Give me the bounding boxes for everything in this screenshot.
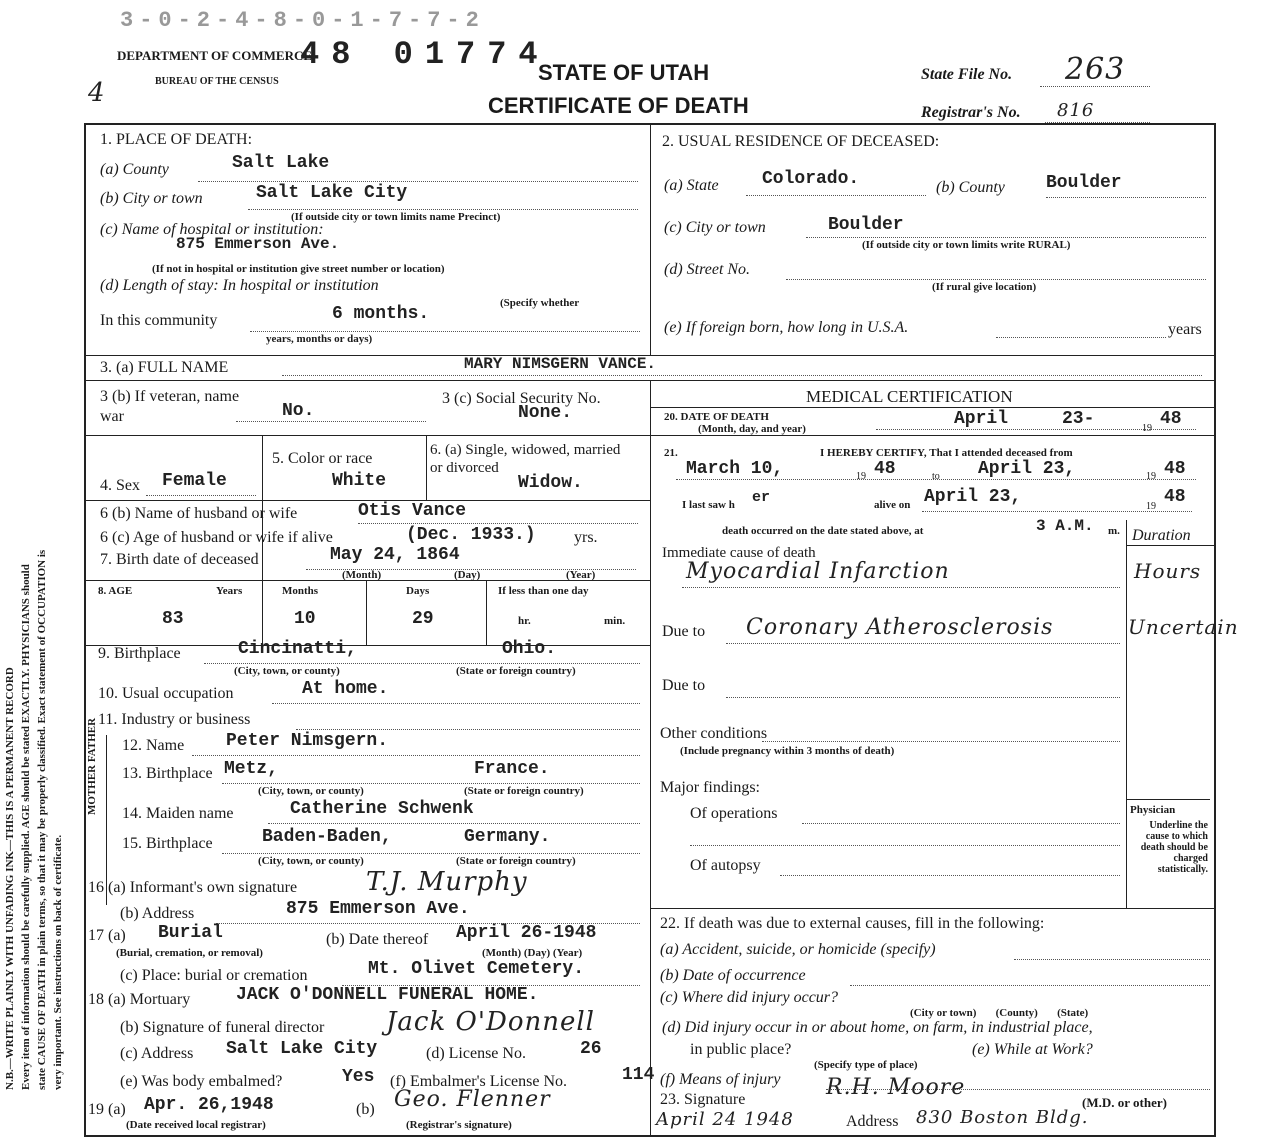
burial-place-label: (c) Place: burial or cremation [120, 967, 308, 984]
mother-birth-label: 15. Birthplace [122, 835, 213, 852]
physician-address-label: Address [846, 1113, 899, 1130]
alive-on-label: alive on [874, 499, 911, 511]
certify-number: 21. [664, 447, 678, 459]
hospital-label: (c) Name of hospital or institution: [100, 221, 324, 238]
community-label: In this community [100, 312, 218, 329]
informant-address-label: (b) Address [120, 905, 195, 922]
residence-heading: 2. USUAL RESIDENCE OF DECEASED: [662, 133, 940, 150]
mother-birth-country: Germany. [464, 827, 551, 847]
mortuary-value: JACK O'DONNELL FUNERAL HOME. [236, 985, 539, 1005]
physician-box-title: Physician [1130, 804, 1176, 816]
external-heading: 22. If death was due to external causes, fill in the following: [660, 915, 1045, 932]
res-foreign-label: (e) If foreign born, how long in U.S.A. [664, 319, 909, 336]
sidebar-line-3: state CAUSE OF DEATH in plain terms, so that it may be properly classified. Exact statement of OCCUPATION is [36, 549, 48, 1090]
department-heading: DEPARTMENT OF COMMERCE [117, 48, 313, 63]
mother-birth-city: Baden-Baden, [262, 827, 392, 847]
maiden-label: 14. Maiden name [122, 805, 234, 822]
hospital-note: (If not in hospital or institution give street number or location) [152, 263, 445, 275]
director-signature: Jack O'Donnell [386, 1007, 595, 1037]
res-years-label: years [1168, 321, 1202, 338]
father-name-value: Peter Nimsgern. [226, 731, 389, 751]
hospital-value: 875 Emmerson Ave. [176, 235, 340, 253]
maiden-value: Catherine Schwenk [290, 799, 474, 819]
sidebar-instructions [0, 100, 64, 1090]
city-value: Salt Lake City [256, 183, 408, 203]
father-name-label: 12. Name [122, 737, 185, 754]
death-year-prefix: 19 [1142, 423, 1152, 434]
bureau-heading: BUREAU OF THE CENSUS [155, 76, 279, 87]
license-value: 26 [580, 1039, 602, 1059]
registrar-row-label: 19 (a) [88, 1101, 126, 1118]
res-city-note: (If outside city or town limits write RURAL) [862, 239, 1071, 251]
father-birth-label: 13. Birthplace [122, 765, 213, 782]
physician-sig-label: 23. Signature [660, 1091, 746, 1108]
alive-year-prefix: 19 [1146, 501, 1156, 512]
father-birth-country: France. [474, 759, 550, 779]
father-state-note: (State or foreign country) [464, 785, 584, 797]
birth-month-note: (Month) [342, 569, 382, 581]
mother-city-note: (City, town, or county) [258, 855, 364, 867]
embalmer-label: (f) Embalmer's License No. [390, 1073, 568, 1090]
father-birth-city: Metz, [224, 759, 279, 779]
res-street-label: (d) Street No. [664, 261, 751, 278]
mortuary-address-label: (c) Address [120, 1045, 194, 1062]
physician-md-note: (M.D. or other) [1082, 1095, 1167, 1110]
res-county-value: Boulder [1046, 173, 1122, 193]
ssn-value: None. [518, 403, 573, 423]
years-note: years, months or days) [266, 333, 373, 345]
physician-box-text: Underline the cause to which death should be charged statistically. [1140, 820, 1208, 875]
external-c-note: (City or town) (County) (State) [910, 1007, 1089, 1019]
mortuary-address: Salt Lake City [226, 1039, 378, 1059]
external-specify: (Specify type of place) [814, 1059, 918, 1071]
last-saw-label: I last saw h [682, 499, 735, 511]
county-value: Salt Lake [232, 153, 330, 173]
external-d2: in public place? [690, 1041, 792, 1058]
alive-year: 48 [1164, 487, 1186, 507]
res-county-label: (b) County [936, 179, 1005, 196]
embalmed-value: Yes [342, 1067, 375, 1087]
lt-day-label: If less than one day [498, 585, 589, 597]
from-year: 48 [874, 459, 896, 479]
autopsy-label: Of autopsy [690, 857, 761, 874]
registrar-date-note: (Date received local registrar) [126, 1119, 266, 1131]
death-date-note: (Month, day, and year) [698, 423, 806, 435]
registrar-date: Apr. 26,1948 [144, 1095, 274, 1115]
parents-side-label: MOTHER FATHER [86, 717, 98, 815]
immediate-value: Myocardial Infarction [686, 559, 950, 584]
city-note: (If outside city or town limits name Precinct) [291, 211, 501, 223]
embalmed-label: (e) Was body embalmed? [120, 1073, 283, 1090]
state-file-label: State File No. [921, 66, 1013, 83]
ssn-label: 3 (c) Social Security No. [442, 390, 601, 407]
father-city-note: (City, town, or county) [258, 785, 364, 797]
mother-state-note: (State or foreign country) [456, 855, 576, 867]
res-state-label: (a) State [664, 177, 719, 194]
death-year: 48 [1160, 409, 1182, 429]
spouse-age-value: (Dec. 1933.) [406, 525, 536, 545]
due-to-duration: Uncertain [1128, 615, 1239, 639]
immediate-duration: Hours [1134, 559, 1202, 583]
occurred-label: death occurred on the date stated above, at [722, 525, 924, 537]
years-label: Years [216, 585, 243, 597]
res-city-value: Boulder [828, 215, 904, 235]
operations-label: Of operations [690, 805, 778, 822]
death-date-label: 20. DATE OF DEATH [664, 411, 769, 423]
death-month: April [954, 409, 1009, 429]
time-suffix: m. [1108, 525, 1120, 537]
external-e: (e) While at Work? [972, 1041, 1093, 1058]
burial-place: Mt. Olivet Cemetery. [368, 959, 585, 979]
spouse-label: 6 (b) Name of husband or wife [100, 505, 298, 522]
res-city-label: (c) City or town [664, 219, 766, 236]
veteran-value: No. [282, 401, 315, 421]
immediate-label: Immediate cause of death [662, 545, 816, 561]
spouse-age-label: 6 (c) Age of husband or wife if alive [100, 529, 333, 546]
major-label: Major findings: [660, 779, 760, 796]
community-value: 6 months. [332, 304, 430, 324]
birth-year-note: (Year) [566, 569, 596, 581]
sidebar-line-1: N.B.—WRITE PLAINLY WITH UNFADING INK—THIS IS A PERMANENT RECORD [4, 667, 16, 1090]
medical-heading: MEDICAL CERTIFICATION [806, 387, 1013, 406]
marital-label: 6. (a) Single, widowed, married or divorced [430, 442, 621, 476]
months-label: Months [282, 585, 319, 597]
sex-value: Female [162, 471, 227, 491]
physician-sig-date: April 24 1948 [656, 1109, 794, 1130]
registrar-label: Registrar's No. [921, 104, 1021, 121]
external-a: (a) Accident, suicide, or homicide (specify) [660, 941, 936, 958]
due-to-value: Coronary Atherosclerosis [746, 615, 1054, 640]
res-rural-note: (If rural give location) [932, 281, 1037, 293]
bp-state-note: (State or foreign country) [456, 665, 576, 677]
sidebar-line-2: Every item of information should be carefully supplied. AGE should be stated EXACTLY. PHYSICIANS should [20, 564, 32, 1090]
place-of-death-heading: 1. PLACE OF DEATH: [100, 131, 253, 148]
county-label: (a) County [100, 161, 169, 178]
time-value: 3 A.M. [1036, 517, 1094, 535]
state-file-number: 263 [1065, 52, 1126, 87]
other-note: (Include pregnancy within 3 months of death) [680, 745, 895, 757]
informant-sig-label: 16 (a) Informant's own signature [88, 879, 298, 896]
burial-date: April 26-1948 [456, 923, 597, 943]
burial-note: (Burial, cremation, or removal) [116, 947, 263, 959]
stay-label: (d) Length of stay: In hospital or institution [100, 277, 379, 294]
external-f: (f) Means of injury [660, 1071, 781, 1088]
top-faded-number: 3-0-2-4-8-0-1-7-7-2 [120, 8, 485, 33]
age-days: 29 [412, 609, 434, 629]
duration-label: Duration [1132, 527, 1191, 544]
res-state-value: Colorado. [762, 169, 860, 189]
burial-label: 17 (a) [88, 927, 126, 944]
registrar-sig-note: (Registrar's signature) [406, 1119, 512, 1131]
license-label: (d) License No. [426, 1045, 526, 1062]
alive-date: April 23, [924, 487, 1022, 507]
to-label: to [932, 471, 940, 482]
due-to-label: Due to [662, 623, 706, 640]
state-title: STATE OF UTAH [538, 60, 710, 85]
certify-text: I HEREBY CERTIFY, That I attended deceased from [820, 447, 1073, 459]
burial-date-note: (Month) (Day) (Year) [482, 947, 583, 959]
due-to2-label: Due to [662, 677, 706, 694]
birth-value: May 24, 1864 [330, 545, 460, 565]
certificate-title: CERTIFICATE OF DEATH [488, 93, 749, 118]
birth-label: 7. Birth date of deceased [100, 551, 259, 568]
city-label: (b) City or town [100, 190, 203, 207]
from-date: March 10, [686, 459, 784, 479]
physician-address: 830 Boston Bldg. [916, 1107, 1089, 1128]
registrar-sig-label: (b) [356, 1101, 375, 1118]
registrar-number: 816 [1057, 100, 1095, 121]
veteran-label: 3 (b) If veteran, name war [100, 388, 240, 425]
full-name-value: MARY NIMSGERN VANCE. [464, 355, 657, 373]
burial-value: Burial [158, 923, 223, 943]
bp-city-note: (City, town, or county) [234, 665, 340, 677]
full-name-label: 3. (a) FULL NAME [100, 359, 229, 376]
industry-label: 11. Industry or business [98, 711, 251, 728]
age-label: 8. AGE [98, 585, 133, 597]
birthplace-city: Cincinatti, [238, 639, 357, 659]
spouse-value: Otis Vance [358, 501, 467, 521]
sidebar-line-4: very important. See instructions on back of certificate. [52, 834, 64, 1090]
mortuary-label: 18 (a) Mortuary [88, 991, 191, 1008]
days-label: Days [406, 585, 430, 597]
birth-day-note: (Day) [454, 569, 481, 581]
age-years: 83 [162, 609, 184, 629]
birthplace-label: 9. Birthplace [98, 645, 181, 662]
from-year-prefix: 19 [856, 471, 866, 482]
color-value: White [332, 471, 387, 491]
informant-signature: T.J. Murphy [366, 867, 528, 897]
other-label: Other conditions [660, 725, 768, 742]
director-sig-label: (b) Signature of funeral director [120, 1019, 325, 1036]
last-saw-suffix: er [752, 489, 771, 506]
death-day: 23- [1062, 409, 1095, 429]
external-b: (b) Date of occurrence [660, 967, 806, 984]
burial-date-label: (b) Date thereof [326, 931, 429, 948]
to-year-prefix: 19 [1146, 471, 1156, 482]
stamp-number: 48 01774 [300, 36, 550, 73]
registrar-signature: Geo. Flenner [394, 1087, 551, 1112]
specify-note: (Specify whether [500, 297, 580, 309]
certificate-form [84, 123, 1239, 1137]
page-number: 4 [88, 78, 106, 108]
hr-label: hr. [518, 615, 531, 627]
min-label: min. [604, 615, 626, 627]
sex-label: 4. Sex [100, 477, 140, 494]
occupation-label: 10. Usual occupation [98, 685, 234, 702]
to-year: 48 [1164, 459, 1186, 479]
external-c: (c) Where did injury occur? [660, 989, 839, 1006]
physician-signature: R.H. Moore [826, 1075, 966, 1100]
marital-value: Widow. [518, 473, 583, 493]
spouse-age-yrs: yrs. [574, 529, 598, 546]
birthplace-state: Ohio. [502, 639, 557, 659]
informant-address: 875 Emmerson Ave. [286, 899, 470, 919]
embalmer-license: 114 [622, 1065, 655, 1085]
to-date: April 23, [978, 459, 1076, 479]
color-label: 5. Color or race [272, 450, 373, 467]
external-d: (d) Did injury occur in or about home, on farm, in industrial place, [662, 1019, 1093, 1036]
age-months: 10 [294, 609, 316, 629]
physician-box [1126, 799, 1210, 906]
occupation-value: At home. [302, 679, 389, 699]
